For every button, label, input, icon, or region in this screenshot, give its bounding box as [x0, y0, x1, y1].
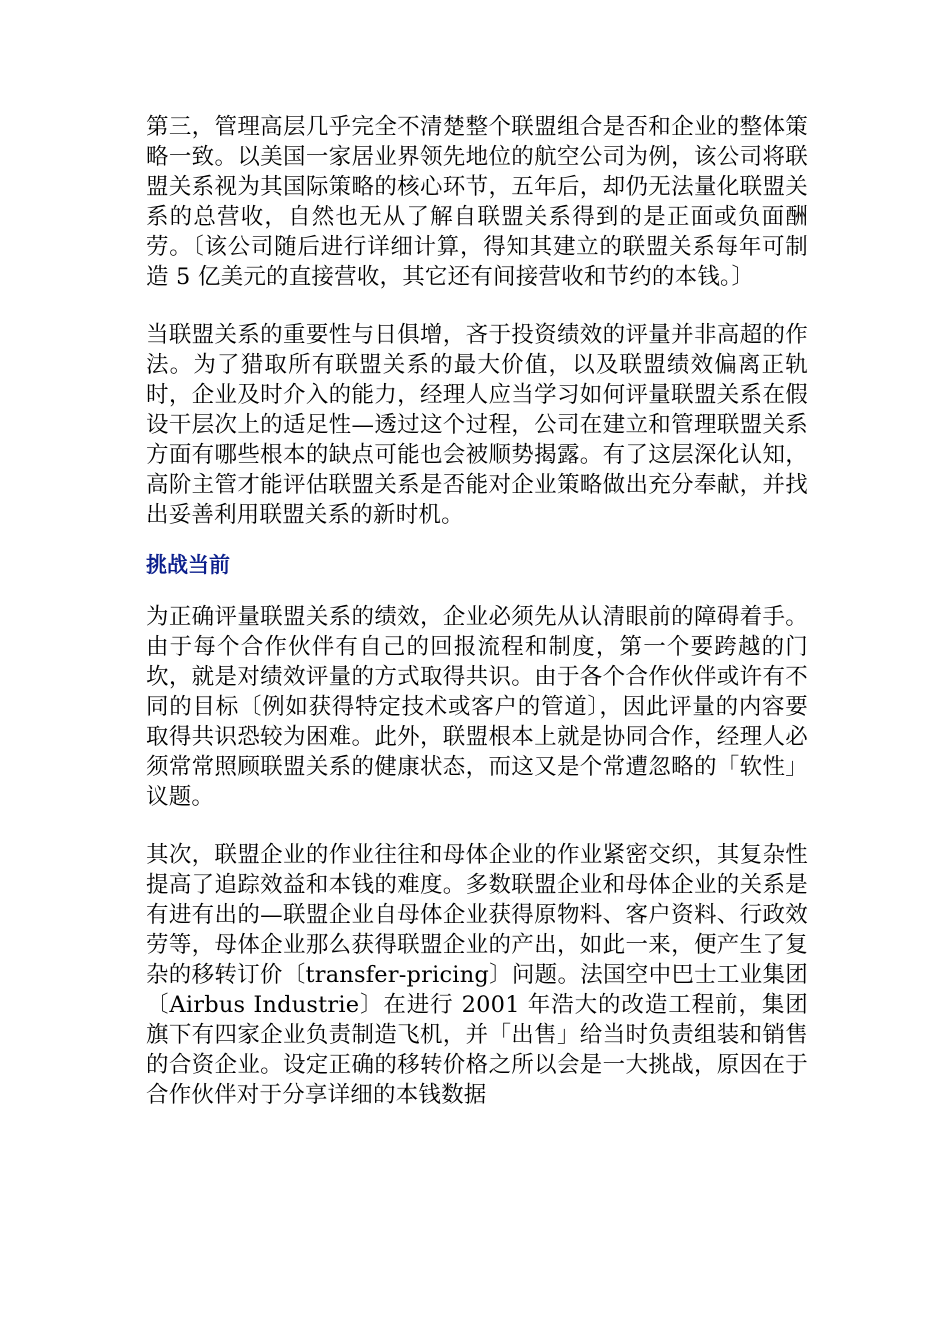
section-heading: 挑战当前	[146, 553, 230, 577]
paragraph-obstacles: 为正确评量联盟关系的绩效，企业必须先从认清眼前的障碍着手。由于每个合作伙伴有自己的回报流程和制度，第一个要跨越的门坎，就是对绩效评量的方式取得共识。由于各个合作伙伴或许有不同的目标〔例如获得特定技术或客户的管道〕，因此评量的内容要取得共识恐较为困难。此外，联盟根本上就是协同合作，经理人必须常常照顾联盟关系的健康状态，而这又是个常遭忽略的「软性」议题。	[146, 604, 808, 810]
document-page	[146, 112, 808, 1110]
paragraph-portfolio-alignment: 第三，管理高层几乎完全不清楚整个联盟组合是否和企业的整体策略一致。以美国一家居业界领先地位的航空公司为例，该公司将联盟关系视为其国际策略的核心环节，五年后，却仍无法量化联盟关系的总营收，自然也无从了解自联盟关系得到的是正面或负面酬劳。〔该公司随后进行详细计算，得知其建立的联盟关系每年可制造 5 亿美元的直接营收，其它还有间接营收和节约的本钱。〕	[146, 114, 808, 290]
paragraph-measurement-importance: 当联盟关系的重要性与日俱增，吝于投资绩效的评量并非高超的作法。为了猎取所有联盟关系的最大价值，以及联盟绩效偏离正轨时，企业及时介入的能力，经理人应当学习如何评量联盟关系在假设干层次上的适足性—透过这个过程，公司在建立和管理联盟关系方面有哪些根本的缺点可能也会被顺势揭露。有了这层深化认知，高阶主管才能评估联盟关系是否能对企业策略做出充分奉献，并找出妥善利用联盟关系的新时机。	[146, 322, 808, 528]
paragraph-transfer-pricing: 其次，联盟企业的作业往往和母体企业的作业紧密交织，其复杂性提高了追踪效益和本钱的难度。多数联盟企业和母体企业的关系是有进有出的—联盟企业自母体企业获得原物料、客户资料、行政效劳等，母体企业那么获得联盟企业的产出，如此一来，便产生了复杂的移转订价〔transfer-pricing〕问题。法国空中巴士工业集团〔Airbus Industrie〕在进行 2001 年浩大的改造工程前，集团旗下有四家企业负责制造飞机，并「出售」给当时负责组装和销售的合资企业。设定正确的移转价格之所以会是一大挑战，原因在于合作伙伴对于分享详细的本钱数据	[146, 842, 808, 1108]
